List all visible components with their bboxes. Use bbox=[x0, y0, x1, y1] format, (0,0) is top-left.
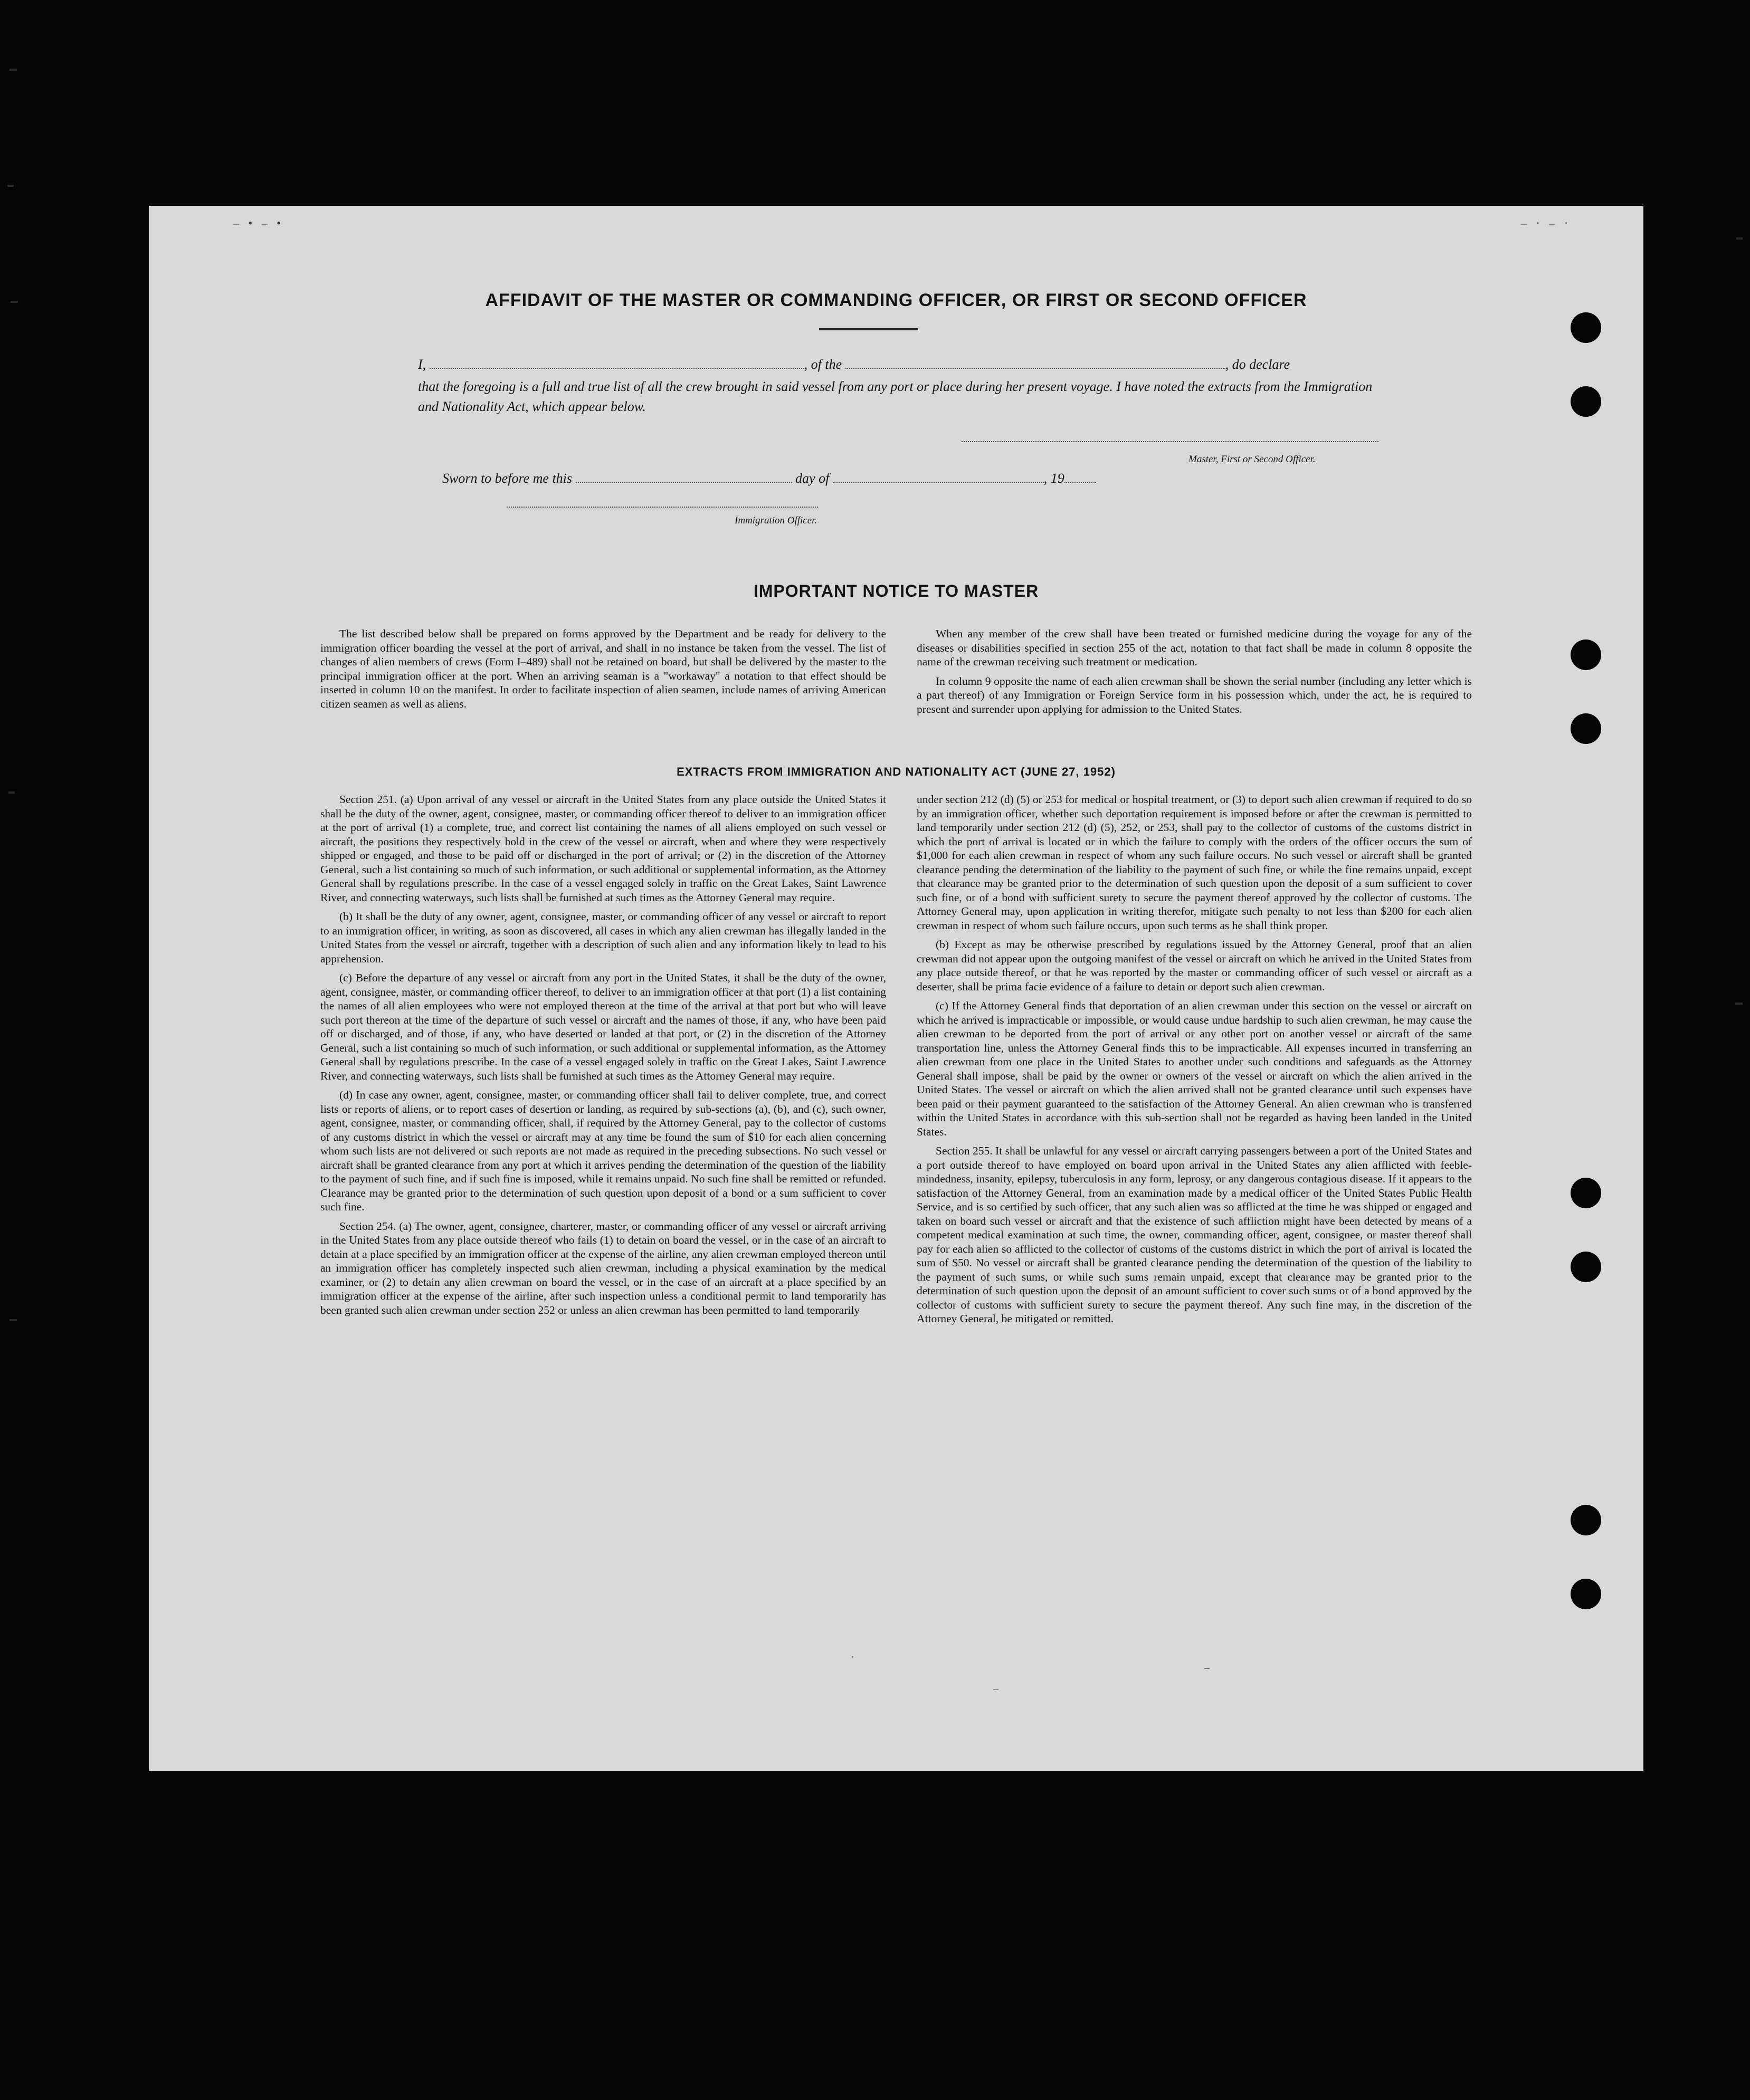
sworn-year: , 19 bbox=[1043, 471, 1064, 486]
day-blank bbox=[576, 469, 792, 483]
punch-hole bbox=[1571, 1505, 1601, 1535]
extracts-right-column bbox=[917, 793, 1472, 1328]
sworn-line bbox=[418, 469, 1378, 489]
declaration-body: that the foregoing is a full and true list of all the crew brought in said vessel from any port or place during her present voyage. I have noted the extracts from the Immigration and Nationality Act, which appear below. bbox=[418, 379, 1373, 414]
page-edge-marks: – • – • bbox=[233, 216, 284, 230]
scan-edge-mark bbox=[11, 301, 18, 303]
extracts-left-column bbox=[320, 793, 886, 1319]
title-rule bbox=[819, 328, 918, 330]
scan-edge-mark bbox=[9, 1319, 17, 1321]
punch-hole bbox=[1571, 1252, 1601, 1282]
scan-edge-mark bbox=[8, 791, 15, 794]
scan-edge-mark bbox=[7, 185, 14, 187]
officer-signature-line bbox=[507, 505, 818, 508]
vessel-blank bbox=[845, 355, 1225, 369]
notice-paragraph: The list described below shall be prepared on forms approved by the Department and be ready for delivery to the immigration officer boarding the vessel at the port of arrival, and shall in no instance be taken from the vessel. The list of changes of alien members of crews (Form I–489) shall not be retained on board, but shall be delivered by the master to the principal immigration officer at the port. When an arriving seaman is a "workaway" a notation to that effect should be inserted in column 10 on the manifest. In order to facilitate inspection of alien seamen, include names of arriving American citizen seamen as well as aliens. bbox=[320, 627, 886, 710]
punch-hole bbox=[1571, 713, 1601, 744]
declaration-line bbox=[418, 355, 1378, 375]
declaration-of-the: , of the bbox=[804, 357, 842, 372]
master-signature-line bbox=[962, 440, 1378, 442]
scan-edge-mark bbox=[1735, 1003, 1743, 1005]
page-edge-marks: – · – · bbox=[1521, 216, 1572, 230]
name-blank bbox=[430, 355, 804, 369]
punch-hole bbox=[1571, 1178, 1601, 1208]
affidavit-title: AFFIDAVIT OF THE MASTER OR COMMANDING OFFICER, OR FIRST OR SECOND OFFICER bbox=[485, 290, 1307, 310]
section-paragraph: Section 255. It shall be unlawful for any vessel or aircraft carrying passengers between a port of the United States and a port outside thereof to have employed on board upon arrival in the United States any alien afflicted with feeble-mindedness, insanity, epilepsy, tuberculosis in any form, leprosy, or any dangerous contagious disease. If it appears to the satisfaction of the Attorney General, from an examination made by a medical officer of the United States Public Health Service, and is so certified by such officer, that any such alien was so afflicted at the time he was shipped or engaged and taken on board such vessel or aircraft and that the existence of such affliction might have been detected by means of a competent medical examination at such time, the owner, commanding officer, agent, consignee, or master thereof shall pay for each alien so afflicted to the collector of customs of the customs district in which the port of arrival is located the sum of $50. No vessel or aircraft shall be granted clearance pending the determination of the question of the liability to the payment of such sums, or while such sums remain unpaid, except that clearance may be granted prior to the determination of such question upon the deposit of an amount sufficient to cover such sums or of a bond approved by the collector of customs with sufficient surety to secure the payment thereof. Any such fine may, in the discretion of the Attorney General, be mitigated or remitted. bbox=[917, 1144, 1472, 1325]
declaration-do-declare: , do declare bbox=[1225, 357, 1290, 372]
notice-left-column bbox=[320, 627, 886, 713]
punch-hole bbox=[1571, 386, 1601, 417]
section-paragraph: (c) If the Attorney General finds that deportation of an alien crewman under this section on the vessel or aircraft on which he arrived is impracticable or impossible, or would cause undue hardship to such alien crewman, he may cause the alien crewman to be deported from the port of arrival or any other port on another vessel or aircraft of the same transportation line, unless the Attorney General finds this to be impracticable. All expenses incurred in transferring an alien crewman from one place in the United States to another under such conditions and safeguards as the Attorney General shall impose, shall be paid by the owner or owners of the vessel or aircraft on which the alien arrived in the United States. The vessel or aircraft on which the alien arrived shall not be granted clearance until such expenses have been paid or their payment guaranteed to the satisfaction of the Attorney General. An alien crewman who is transferred within the United States in accordance with this sub-section shall not be regarded as having been landed in the United States. bbox=[917, 999, 1472, 1138]
master-caption: Master, First or Second Officer. bbox=[1188, 454, 1316, 465]
punch-hole bbox=[1571, 312, 1601, 343]
section-paragraph: (b) Except as may be otherwise prescribed by regulations issued by the Attorney General, proof that an alien crewman did not appear upon the outgoing manifest of the vessel or aircraft on which he arrived in the United States from any place outside thereof, or that he was reported by the master or commanding officer of such vessel or aircraft as a deserter, shall be prima facie evidence of a failure to detain or deport such alien crewman. bbox=[917, 938, 1472, 993]
section-paragraph: (c) Before the departure of any vessel or aircraft from any port in the United States, it shall be the duty of the owner, agent, consignee, master, or commanding officer thereof, to deliver to an immigration officer at that port (1) a list containing the names of all alien employees who were not employed thereon at the time of the arrival at that port but who will leave such port thereon at the time of the departure of such vessel or aircraft and the names of those, if any, who have been paid off or discharged, and of those, if any, who have deserted or landed at that port, or (2) in the discretion of the Attorney General, such a list containing so much of such information, or such additional or supplemental information, as the Attorney General shall by regulations prescribe. In the case of a vessel engaged solely in traffic on the Great Lakes, Saint Lawrence River, and connecting waterways, such lists shall be furnished at such times as the Attorney General may require. bbox=[320, 971, 886, 1082]
scan-edge-mark bbox=[9, 69, 17, 71]
section-paragraph: Section 251. (a) Upon arrival of any vessel or aircraft in the United States from any place outside the United States it shall be the duty of the owner, agent, consignee, master, or commanding officer thereof to deliver to an immigration officer at the port of arrival (1) a complete, true, and correct list containing the names of all aliens employed on such vessel or aircraft, the positions they respectively hold in the crew of the vessel or aircraft, when and where they were respectively shipped or engaged, and those to be paid off or discharged in the port of arrival; or (2) in the discretion of the Attorney General, such a list containing so much of such information, or such additional or supplemental information, as the Attorney General shall by regulations prescribe. In the case of a vessel engaged solely in traffic on the Great Lakes, Saint Lawrence River, and connecting waterways, such lists shall be furnished at such times as the Attorney General may require. bbox=[320, 793, 886, 904]
notice-heading: IMPORTANT NOTICE TO MASTER bbox=[753, 581, 1039, 600]
sworn-prefix: Sworn to before me this bbox=[442, 471, 573, 486]
bleed-through-mark: – bbox=[1204, 1662, 1210, 1674]
scan-edge-mark bbox=[1736, 237, 1743, 240]
section-paragraph: Section 254. (a) The owner, agent, consignee, charterer, master, or commanding officer of any vessel or aircraft arriving in the United States from any place outside thereof who fails (1) to detain on board the vessel, or in the case of an aircraft to detain at a place specified by an immigration officer at the expense of the airline, any alien crewman employed thereon until an immigration officer has completely inspected such alien crewman, including a physical examination by the medical examiner, or (2) to detain any alien crewman on board the vessel, or in the case of an aircraft at a place specified by an immigration officer at the expense of the airline, after such inspection unless a conditional permit to land temporarily has been granted such alien crewman under section 252 or unless an alien crewman has been permitted to land temporarily bbox=[320, 1219, 886, 1316]
month-blank bbox=[833, 469, 1044, 483]
notice-right-column bbox=[917, 627, 1472, 718]
section-paragraph: (d) In case any owner, agent, consignee, master, or commanding officer shall fail to deliver complete, true, and correct lists or reports of aliens, or to report cases of desertion or landing, as required by sub-sections (a), (b), and (c), such owner, agent, consignee, master, or commanding officer, shall, if required by the Attorney General, pay to the collector of customs of any customs district in which the vessel or aircraft may at any time be found the sum of $10 for each alien concerning whom such lists are not delivered or such reports are not made as required in the preceding subsections. No such vessel or aircraft shall be granted clearance from any port at which it arrives pending the determination of the question of the liability to the payment of such fine, and if such fine is imposed, while it remains unpaid. No such fine shall be remitted or refunded. Clearance may be granted prior to the determination of such question upon deposit of a bond or a sum sufficient to cover such fine. bbox=[320, 1089, 886, 1213]
section-paragraph: under section 212 (d) (5) or 253 for medical or hospital treatment, or (3) to deport such alien crewman if required to do so by an immigration officer, whether such deportation requirement is imposed before or after the crewman is permitted to land temporarily under section 212 (d) (5), 252, or 253, shall pay to the collector of customs of the customs district in which the port of arrival is located or in which the failure to comply with the orders of the officer occurs the sum of $1,000 for each alien crewman in respect of whom any such failure occurs. No such vessel or aircraft shall be granted clearance pending the determination of the liability to the payment of such fine, or while the fine remains unpaid, except that clearance may be granted prior to the determination of such question upon the deposit of a sum sufficient to cover such fine, or of a bond with sufficient surety to secure the payment thereof approved by the collector of customs. The Attorney General may, upon application in writing therefor, mitigate such penalty to not less than $200 for each alien crewman in respect of whom such failure occurs, upon such terms as he shall think proper. bbox=[917, 793, 1472, 932]
section-paragraph: (b) It shall be the duty of any owner, agent, consignee, master, or commanding officer of any vessel or aircraft to report to an immigration officer, in writing, as soon as discovered, all cases in which any alien crewman has illegally landed in the United States from the vessel or aircraft, together with a description of such alien and any information likely to lead to his apprehension. bbox=[320, 910, 886, 965]
sworn-day-of: day of bbox=[795, 471, 830, 486]
officer-caption: Immigration Officer. bbox=[735, 515, 817, 526]
bleed-through-mark: – bbox=[993, 1683, 998, 1695]
notice-paragraph: When any member of the crew shall have been treated or furnished medicine during the voyage for any of the diseases or disabilities specified in section 255 of the act, notation to that fact shall be made in column 8 opposite the name of the crewman receiving such treatment or medication. bbox=[917, 627, 1472, 668]
punch-hole bbox=[1571, 639, 1601, 670]
extracts-heading: EXTRACTS FROM IMMIGRATION AND NATIONALITY ACT (JUNE 27, 1952) bbox=[677, 765, 1116, 778]
declaration-i: I, bbox=[418, 357, 426, 372]
bleed-through-mark: · bbox=[851, 1652, 854, 1663]
document-page bbox=[149, 206, 1643, 1771]
punch-hole bbox=[1571, 1579, 1601, 1609]
year-blank bbox=[1064, 469, 1096, 483]
notice-paragraph: In column 9 opposite the name of each alien crewman shall be shown the serial number (including any letter which is a part thereof) of any Immigration or Foreign Service form in his possession which, under the act, he is required to present and surrender upon applying for admission to the United States. bbox=[917, 674, 1472, 715]
